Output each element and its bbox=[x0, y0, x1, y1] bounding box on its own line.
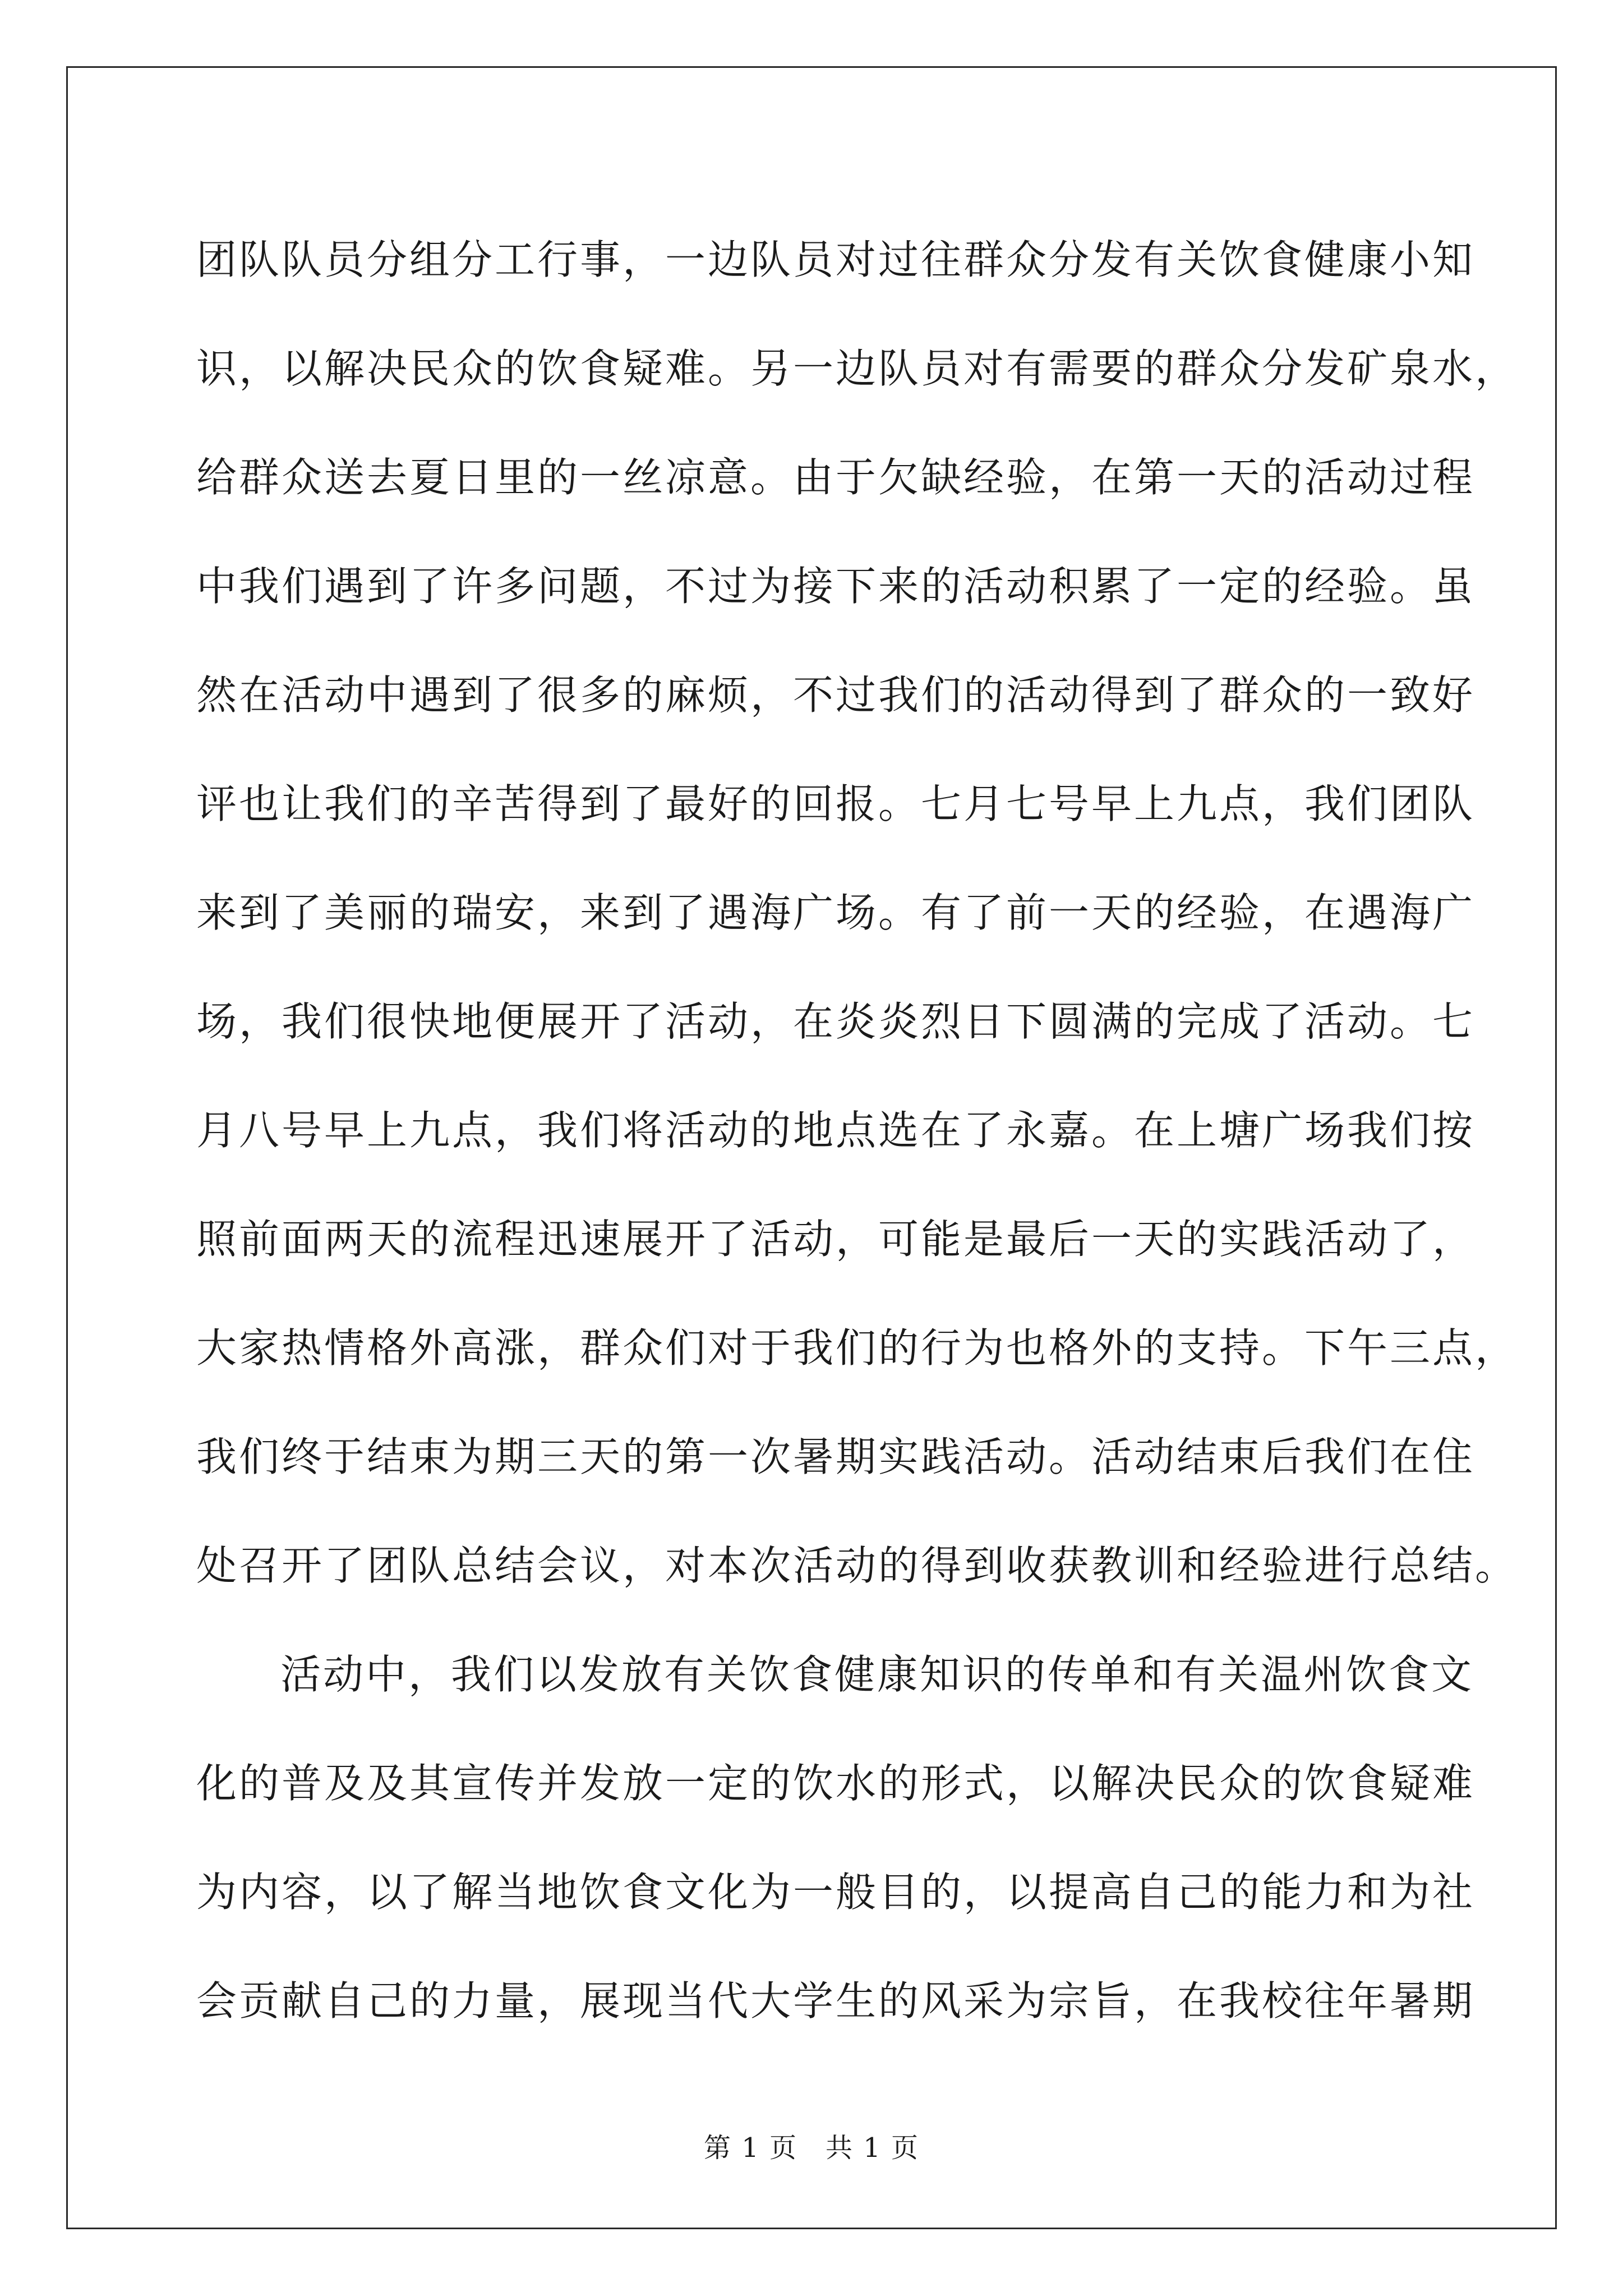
page-footer: 第 1 页 共 1 页 bbox=[703, 2132, 920, 2164]
text-line: 评也让我们的辛苦得到了最好的回报。七月七号早上九点，我们团队 bbox=[196, 780, 1476, 827]
document-body bbox=[196, 205, 1518, 2055]
text-line: 活动中，我们以发放有关饮食健康知识的传单和有关温州饮食文 bbox=[280, 1651, 1474, 1698]
text-line: 我们终于结束为期三天的第一次暑期实践活动。活动结束后我们在住 bbox=[196, 1433, 1476, 1480]
text-line: 识，以解决民众的饮食疑难。另一边队员对有需要的群众分发矿泉水， bbox=[196, 345, 1518, 392]
text-line: 来到了美丽的瑞安，来到了遇海广场。有了前一天的经验，在遇海广 bbox=[196, 889, 1476, 936]
text-line: 月八号早上九点，我们将活动的地点选在了永嘉。在上塘广场我们按 bbox=[196, 1107, 1476, 1154]
text-line: 照前面两天的流程迅速展开了活动，可能是最后一天的实践活动了， bbox=[196, 1216, 1476, 1263]
paragraph-2 bbox=[196, 1620, 1476, 2055]
text-line: 中我们遇到了许多问题，不过为接下来的活动积累了一定的经验。虽 bbox=[196, 563, 1476, 610]
text-line: 为内容，以了解当地饮食文化为一般目的，以提高自己的能力和为社 bbox=[196, 1869, 1476, 1916]
text-line: 化的普及及其宣传并发放一定的饮水的形式，以解决民众的饮食疑难 bbox=[196, 1760, 1476, 1807]
text-line: 会贡献自己的力量，展现当代大学生的风采为宗旨，在我校往年暑期 bbox=[196, 1977, 1476, 2024]
paragraph-1 bbox=[196, 205, 1518, 1620]
text-line: 然在活动中遇到了很多的麻烦，不过我们的活动得到了群众的一致好 bbox=[196, 671, 1476, 719]
text-line: 团队队员分组分工行事，一边队员对过往群众分发有关饮食健康小知 bbox=[196, 236, 1476, 283]
text-line: 给群众送去夏日里的一丝凉意。由于欠缺经验，在第一天的活动过程 bbox=[196, 454, 1476, 501]
text-line: 大家热情格外高涨，群众们对于我们的行为也格外的支持。下午三点， bbox=[196, 1324, 1518, 1372]
text-line: 场，我们很快地便展开了活动，在炎炎烈日下圆满的完成了活动。七 bbox=[196, 998, 1476, 1045]
text-line: 处召开了团队总结会议，对本次活动的得到收获教训和经验进行总结。 bbox=[196, 1542, 1518, 1589]
